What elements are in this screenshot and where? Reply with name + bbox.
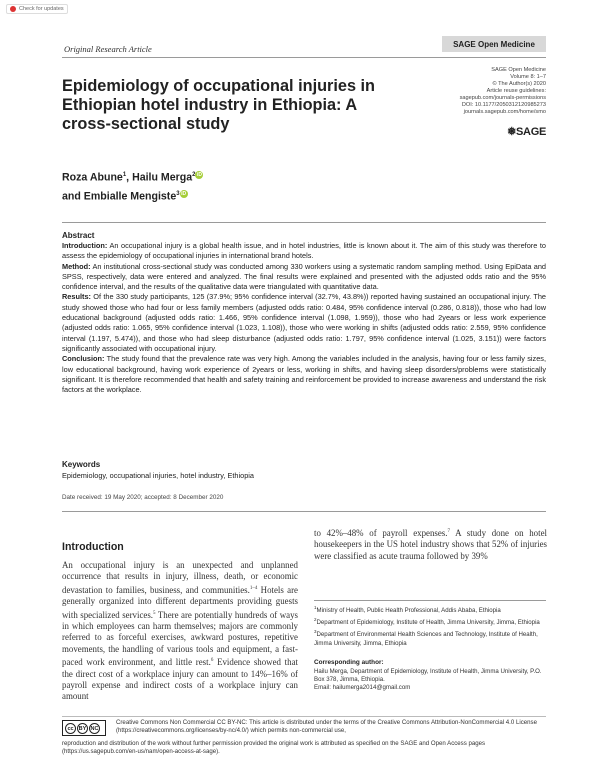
meta-journal: SAGE Open Medicine — [491, 67, 546, 73]
meta-reuse-link[interactable]: sagepub.com/journals-permissions — [459, 95, 546, 101]
affiliations — [314, 604, 546, 649]
license-text-continued: reproduction and distribution of the work without further permission provided the original work is attributed as specified on the SAGE and Open Access pages (https://us.sagepub.com/en-us/nam/open-access-at-sage). — [62, 740, 486, 756]
orcid-icon[interactable]: iD — [196, 172, 202, 178]
cc-icon: cc — [65, 723, 76, 734]
author-name: Embialle Mengiste — [83, 190, 177, 203]
header-divider — [62, 57, 546, 58]
introduction-column-left: An occupational injury is an unexpected and unplanned occurrence that results in injury, illness, death, or economic devastation to families, business, and communities.$^{1-4}$ Hotels are generally organized into different departments providing guests with specialized services.$^5$ There are potentially hundreds of ways in which employees can harm themselves; majors are commonly referred to as forceful exercises, awkward postures, repetitive movements, the handling of various tools and equipment, a fast-paced work environment, and little rest.$^6$ Evidence showed that the direct cost of a workplace injury can amount to 14%–16% of payroll expense and indirect costs of a workplace injury can amount — [62, 560, 298, 702]
orcid-icon[interactable]: iD — [181, 190, 187, 197]
sage-logo-icon: ❅ — [507, 126, 517, 138]
abstract-method: Method: An institutional cross-sectional study was conducted among 330 workers using a systematic random sampling method. Using EpiData and SPSS, respectively, data were entered and analyzed. The final results were explained and presented with the adjusted odds ratio and the 95% confidence interval, and the results of the qualitative data were triangulated with quantitative data. — [62, 261, 547, 292]
abstract-divider — [62, 222, 546, 223]
body-divider — [62, 511, 546, 512]
meta-reuse: Article reuse guidelines: — [486, 88, 546, 94]
check-for-updates-badge[interactable] — [6, 4, 68, 14]
abstract-results: Results: Of the 330 study participants, 125 (37.9%; 95% confidence interval (32.7%, 43.8%)) reported having sustained an occupational injury. The study showed those who had four or less family members (adjusted odds ratio: 0.484, 95% confidence interval (0.286, 0.818)), those who had low educational background (adjusted odds ratio: 1.466, 95% confidence interval (1.098, 1.959)), those who had 2years or less work experience (adjusted odds ratio: 1.065, 95% confidence interval (1.023, 1.108)), those who were working in shifts (adjusted odds ratio: 2.559, 95% confidence interval (1.197, 5.474)), and those who had sleep disturbance (adjusted odds ratio: 1.797, 95% confidence interval (1.025, 3.151)) were factors significantly associated with occupational injury. — [62, 292, 546, 353]
article-type: Original Research Article — [64, 44, 152, 54]
corresponding-author — [314, 668, 546, 693]
author-conjunction: and — [62, 190, 81, 203]
check-for-updates-label: Check for updates — [19, 6, 64, 12]
by-icon: BY — [77, 723, 88, 734]
abstract-introduction: Introduction: An occupational injury is a global health issue, and in hotel industries, little is known about it. The aim of this study was therefore to assess the epidemiology of occupational injuries in international brand hotels. — [62, 241, 547, 261]
abstract-heading: Abstract — [62, 231, 95, 240]
author-name: Hailu Merga — [132, 171, 193, 184]
nc-icon: NC — [89, 723, 100, 734]
keywords-text: Epidemiology, occupational injuries, hotel industry, Ethiopia — [62, 471, 254, 480]
meta-doi[interactable]: DOI: 10.1177/2050312120985273 — [461, 102, 546, 108]
affiliation-item: $^3$Department of Environmental Health Sciences and Technology, Institute of Health, Jimma University, Jimma, Ethiopia — [314, 629, 538, 647]
meta-volume: Volume 8: 1–7 — [510, 74, 546, 80]
author-list: Roza Abune$^1$, Hailu Merga$^2$ iD and Embialle Mengiste$^3$ iD — [62, 171, 202, 203]
keywords-heading: Keywords — [62, 460, 101, 469]
meta-copyright: © The Author(s) 2020 — [492, 81, 546, 87]
abstract-section — [62, 230, 546, 395]
abstract-conclusion: Conclusion: The study found that the prevalence rate was very high. Among the variables included in the analysis, having four or less family sizes, low educational background, having work experience of 2years or less, working in shifts, and having sleep disorders/problems were statistically significant. It is therefore recommended that health and safety training and reinforcement be provided to increase awareness and understand the risk factors at the workplace. — [62, 354, 546, 395]
author-name: Roza Abune — [62, 171, 123, 184]
license-text: Creative Commons Non Commercial CC BY-NC: This article is distributed under the terms of the Creative Commons Attribution-NonCommercial 4.0 License (https://creativecommons.org/licenses/by-nc/4.0/) which permits non-commercial use, — [116, 719, 537, 735]
affiliation-divider — [314, 600, 546, 601]
sage-logo: ❅SAGE — [507, 126, 546, 138]
journal-badge: SAGE Open Medicine — [442, 36, 546, 52]
corresponding-author-address: Hailu Merga, Department of Epidemiology, Institute of Health, Jimma University, P.O. Box 378, Jimma, Ethiopia. — [314, 668, 542, 684]
meta-journal-link[interactable]: journals.sagepub.com/home/smo — [463, 109, 546, 115]
creative-commons-logo — [62, 720, 106, 736]
corresponding-author-email[interactable]: Email: hailumerga2014@gmail.com — [314, 684, 411, 692]
paper-title: Epidemiology of occupational injuries in Ethiopian hotel industry in Ethiopia: A cross-sectional study — [62, 77, 375, 133]
affiliation-item: $^2$Department of Epidemiology, Institute of Health, Jimma University, Jimma, Ethiopia — [314, 617, 540, 627]
article-meta — [432, 67, 546, 116]
updates-icon — [10, 6, 16, 12]
dates-received: Date received: 19 May 2020; accepted: 8 December 2020 — [62, 494, 224, 501]
introduction-heading: Introduction — [62, 541, 124, 553]
affiliation-item: $^1$Ministry of Health, Public Health Professional, Addis Ababa, Ethiopia — [314, 605, 501, 615]
corresponding-author-heading: Corresponding author: — [314, 659, 384, 666]
introduction-column-right: to 42%–48% of payroll expenses.$^7$ A study done on hotel housekeepers in the US hotel industry shows that 52% of injuries were classified as acute trauma followed by 39% — [314, 527, 547, 561]
license-divider — [62, 716, 546, 717]
